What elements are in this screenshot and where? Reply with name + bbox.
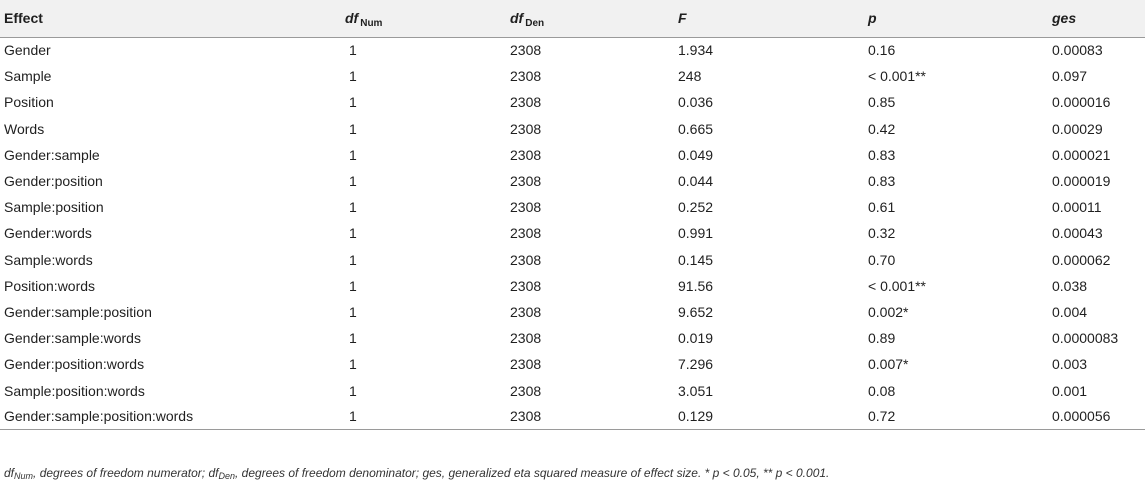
cell-p: 0.16: [868, 42, 896, 59]
cell-df-den: 2308: [510, 382, 542, 399]
cell-df-num: 1: [349, 330, 357, 347]
cell-df-den: 2308: [510, 356, 542, 373]
table-row: [0, 351, 1145, 377]
table-row: [0, 142, 1145, 168]
cell-p: 0.89: [868, 330, 896, 347]
cell-df-den: 2308: [510, 146, 542, 163]
cell-ges: 0.000056: [1000, 404, 1145, 430]
cell-effect: Position: [4, 94, 54, 111]
cell-df-num: 1: [349, 277, 357, 294]
cell-effect: Sample:position: [4, 199, 104, 216]
cell-ges: 0.000062: [1052, 251, 1111, 268]
cell-effect: Gender:position:words: [4, 356, 145, 373]
table-row: [0, 273, 1145, 299]
cell-f: 0.129: [635, 404, 808, 430]
cell-df-den: 2308: [510, 303, 542, 320]
cell-df-num: 1: [349, 251, 357, 268]
table-footnote: [4, 466, 829, 480]
cell-df-den: 2308: [510, 251, 542, 268]
table-row: [0, 37, 1145, 63]
header-df-den-sub: Den: [525, 18, 545, 30]
cell-p: 0.72: [808, 404, 1000, 430]
cell-f: 0.036: [678, 94, 714, 111]
header-df-den-main: df: [510, 10, 524, 27]
cell-df-den: 2308: [510, 199, 542, 216]
cell-p: 0.83: [868, 146, 896, 163]
cell-ges: 0.003: [1052, 356, 1088, 373]
cell-df-den: 2308: [510, 330, 542, 347]
header-df-den: [461, 0, 635, 37]
table-row: [0, 247, 1145, 273]
header-df-num: [287, 0, 461, 37]
cell-f: 9.652: [678, 303, 714, 320]
cell-effect: Gender:sample:position: [4, 303, 152, 320]
table-row: [0, 116, 1145, 142]
cell-effect: Gender: [4, 42, 51, 59]
header-f-label: F: [678, 10, 687, 27]
cell-effect: Sample:words: [4, 251, 93, 268]
table-row: [0, 168, 1145, 194]
cell-p: 0.42: [868, 120, 896, 137]
cell-effect: Gender:position: [4, 173, 103, 190]
cell-f: 0.044: [678, 173, 714, 190]
cell-df-den: 2308: [461, 404, 635, 430]
cell-effect: Sample: [4, 68, 52, 85]
table-row: [0, 63, 1145, 89]
footnote-df-den-main: df: [208, 466, 219, 480]
cell-df-num: 1: [349, 68, 357, 85]
cell-ges: 0.00029: [1052, 120, 1103, 137]
header-f: [635, 0, 808, 37]
cell-effect: Gender:sample:position:words: [0, 404, 287, 430]
cell-f: 248: [678, 68, 702, 85]
cell-df-num: 1: [349, 303, 357, 320]
cell-p: 0.32: [868, 225, 896, 242]
table-row: [0, 220, 1145, 246]
footnote-df-den-sub: Den: [218, 471, 235, 481]
cell-p: 0.007*: [868, 356, 909, 373]
cell-ges: 0.000016: [1052, 94, 1111, 111]
table-row: [0, 194, 1145, 220]
cell-effect: Words: [4, 120, 45, 137]
table-row: [0, 404, 1145, 430]
header-effect: [0, 0, 287, 37]
cell-ges: 0.038: [1052, 277, 1088, 294]
table-row: [0, 377, 1145, 403]
header-ges-label: ges: [1052, 10, 1077, 27]
cell-df-num: 1: [349, 199, 357, 216]
cell-effect: Sample:position:words: [4, 382, 145, 399]
cell-p: 0.61: [868, 199, 896, 216]
header-p-label: p: [868, 10, 877, 27]
cell-effect: Gender:words: [4, 225, 92, 242]
cell-df-num: 1: [349, 94, 357, 111]
cell-df-den: 2308: [510, 225, 542, 242]
cell-ges: 0.004: [1052, 303, 1088, 320]
footnote-df-num-main: df: [4, 466, 15, 480]
cell-f: 0.145: [678, 251, 714, 268]
cell-p: 0.002*: [868, 303, 909, 320]
cell-p: 0.85: [868, 94, 896, 111]
cell-f: 91.56: [678, 277, 714, 294]
table-body: [0, 37, 1145, 430]
cell-ges: 0.0000083: [1052, 330, 1119, 347]
cell-ges: 0.00043: [1052, 225, 1103, 242]
cell-df-num: 1: [349, 382, 357, 399]
cell-df-den: 2308: [510, 173, 542, 190]
cell-ges: 0.001: [1052, 382, 1088, 399]
cell-f: 0.019: [678, 330, 714, 347]
cell-f: 0.252: [678, 199, 714, 216]
cell-df-num: 1: [287, 404, 461, 430]
header-effect-label: Effect: [4, 10, 43, 27]
cell-f: 1.934: [678, 42, 714, 59]
cell-f: 0.049: [678, 146, 714, 163]
table-row: [0, 89, 1145, 115]
cell-p: 0.08: [868, 382, 896, 399]
footnote-df-num-sub: Num: [14, 471, 34, 481]
cell-f: 0.991: [678, 225, 714, 242]
cell-f: 3.051: [678, 382, 714, 399]
cell-p: 0.83: [868, 173, 896, 190]
table-row: [0, 325, 1145, 351]
header-df-num-sub: Num: [360, 18, 383, 30]
cell-df-num: 1: [349, 225, 357, 242]
cell-df-den: 2308: [510, 277, 542, 294]
table-header-row: [0, 0, 1145, 37]
cell-df-den: 2308: [510, 68, 542, 85]
header-df-num-main: df: [345, 10, 359, 27]
cell-ges: 0.000019: [1052, 173, 1111, 190]
cell-df-den: 2308: [510, 94, 542, 111]
header-p: [808, 0, 1000, 37]
cell-ges: 0.097: [1052, 68, 1088, 85]
cell-df-num: 1: [349, 120, 357, 137]
cell-effect: Gender:sample: [4, 146, 100, 163]
cell-df-num: 1: [349, 146, 357, 163]
cell-p: < 0.001**: [868, 277, 926, 294]
cell-df-num: 1: [349, 356, 357, 373]
cell-ges: 0.000021: [1052, 146, 1111, 163]
cell-effect: Gender:sample:words: [4, 330, 141, 347]
cell-p: < 0.001**: [868, 68, 926, 85]
cell-f: 7.296: [678, 356, 714, 373]
footnote-rest-text: , degrees of freedom denominator; ges, generalized eta squared measure of effect size. * p < 0.05, ** p < 0.001.: [235, 466, 830, 480]
footnote-df-num-text: , degrees of freedom numerator;: [33, 466, 209, 480]
cell-df-den: 2308: [510, 120, 542, 137]
header-ges: [1000, 0, 1145, 37]
cell-p: 0.70: [868, 251, 896, 268]
cell-f: 0.665: [678, 120, 714, 137]
cell-ges: 0.00011: [1052, 199, 1102, 216]
cell-df-den: 2308: [510, 42, 542, 59]
cell-df-num: 1: [349, 173, 357, 190]
cell-df-num: 1: [349, 42, 357, 59]
cell-effect: Position:words: [4, 277, 96, 294]
table-row: [0, 299, 1145, 325]
cell-ges: 0.00083: [1052, 42, 1103, 59]
